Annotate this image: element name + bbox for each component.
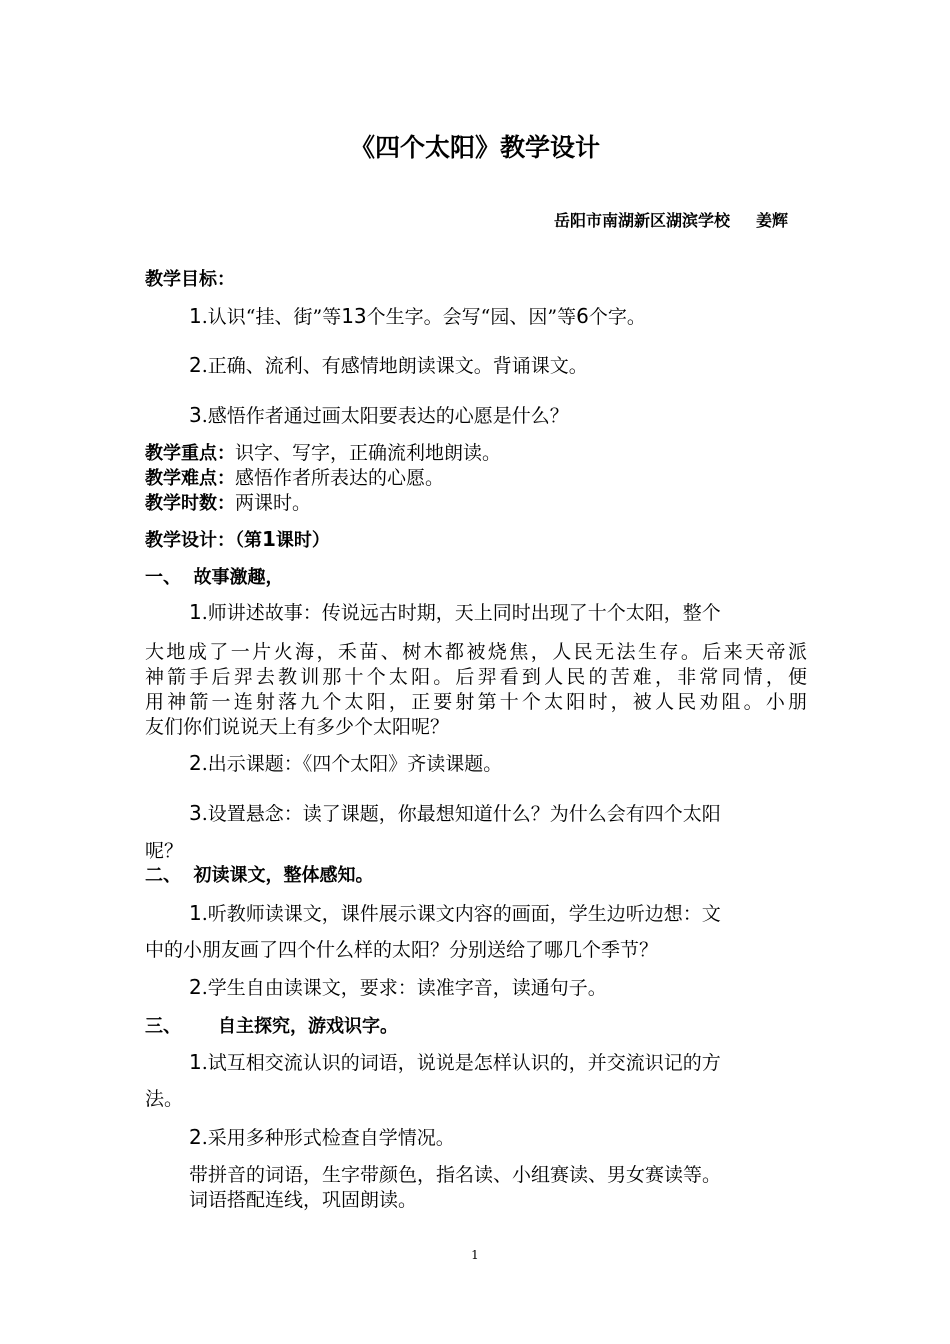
class-hours: 教学时数：两课时。 bbox=[145, 492, 312, 514]
section-2-heading: 二、 初读课文，整体感知。 bbox=[145, 865, 374, 886]
s1-p2: 2.出示课题：《四个太阳》齐读课题。 bbox=[189, 751, 503, 775]
goals-heading: 教学目标： bbox=[145, 269, 235, 290]
author-school: 岳阳市南湖新区湖滨学校 bbox=[553, 211, 730, 230]
page-number: 1 bbox=[471, 1248, 479, 1262]
goal-1: 1.认识“挂、街”等13个生字。会写“园、因”等6个字。 bbox=[189, 304, 646, 328]
section-3-heading: 自主探究，游戏识字。 bbox=[218, 1016, 398, 1037]
s3-p2: 2.采用多种形式检查自学情况。 bbox=[189, 1125, 455, 1149]
design-heading: 教学设计：（第1课时） bbox=[145, 527, 330, 551]
key-points: 教学重点：识字、写字，正确流利地朗读。 bbox=[145, 442, 502, 464]
goal-3: 3.感悟作者通过画太阳要表达的心愿是什么？ bbox=[189, 403, 569, 427]
s3-p3-line1: 带拼音的词语，生字带颜色，指名读、小组赛读、男女赛读等。 bbox=[189, 1164, 722, 1186]
s1-p1-line3: 神箭手后羿去教训那十个太阳。后羿看到人民的苦难，非常同情，便 bbox=[145, 666, 807, 688]
s3-p1-line1: 1.试互相交流认识的词语，说说是怎样认识的，并交流识记的方 bbox=[189, 1050, 721, 1074]
s2-p2: 2.学生自由读课文，要求：读准字音，读通句子。 bbox=[189, 975, 607, 999]
s1-p1-line2: 大地成了一片火海，禾苗、树木都被烧焦，人民无法生存。后来天帝派 bbox=[145, 641, 807, 663]
s1-p1-line4: 用神箭一连射落九个太阳，正要射第十个太阳时，被人民劝阻。小朋 bbox=[145, 691, 807, 713]
author-line bbox=[554, 208, 788, 234]
s3-p1-line2: 法。 bbox=[145, 1088, 184, 1110]
s3-p3-line2: 词语搭配连线，巩固朗读。 bbox=[189, 1189, 418, 1211]
document-title: 《四个太阳》教学设计 bbox=[349, 133, 600, 162]
s2-p1-line2: 中的小朋友画了四个什么样的太阳？分别送给了哪几个季节？ bbox=[145, 939, 659, 961]
section-1-heading: 一、 故事激趣， bbox=[145, 567, 284, 588]
author-name: 姜辉 bbox=[755, 211, 788, 230]
s1-p3-line2: 呢？ bbox=[145, 840, 184, 862]
s1-p1-line1: 1.师讲述故事：传说远古时期，天上同时出现了十个太阳，整个 bbox=[189, 600, 721, 624]
s1-p1-line5: 友们你们说说天上有多少个太阳呢？ bbox=[145, 716, 450, 738]
difficulties: 教学难点：感悟作者所表达的心愿。 bbox=[145, 467, 445, 489]
s2-p1-line1: 1.听教师读课文，课件展示课文内容的画面，学生边听边想：文 bbox=[189, 901, 721, 925]
goal-2: 2.正确、流利、有感情地朗读课文。背诵课文。 bbox=[189, 353, 588, 377]
s1-p3-line1: 3.设置悬念：读了课题，你最想知道什么？为什么会有四个太阳 bbox=[189, 801, 721, 825]
section-3-number: 三、 bbox=[145, 1016, 181, 1037]
